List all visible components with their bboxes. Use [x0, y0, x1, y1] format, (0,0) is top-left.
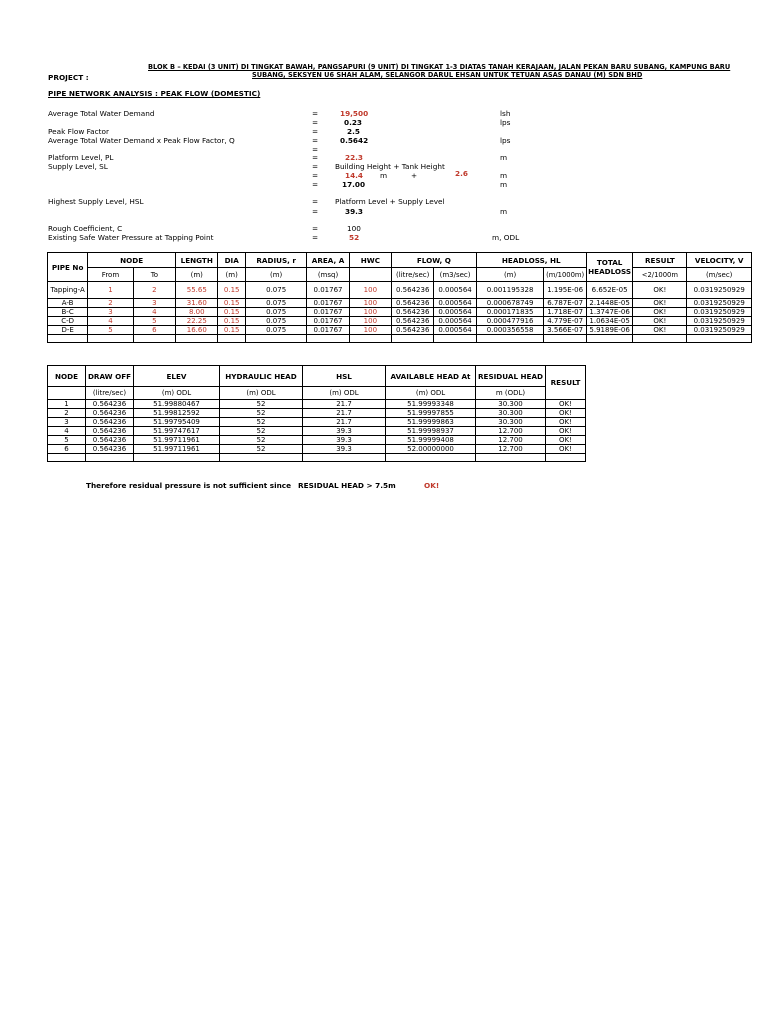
residual-head: 12.700 — [476, 436, 546, 445]
q-label: Average Total Water Demand x Peak Flow Factor, Q — [48, 136, 235, 145]
dia-header: DIA — [218, 253, 246, 268]
hydraulic-head: 52 — [220, 427, 303, 436]
table-row — [48, 400, 586, 409]
pipe-dia: 0.15 — [218, 299, 246, 308]
pipe-radius: 0.075 — [245, 282, 306, 299]
pipe-hwc: 100 — [349, 282, 391, 299]
node-id: 5 — [48, 436, 86, 445]
hsl-unit: (m) ODL — [303, 387, 386, 400]
flow-ls: 0.564236 — [392, 299, 434, 308]
pipe-hwc: 100 — [349, 326, 391, 335]
tank-height-unit: m — [500, 171, 508, 180]
node-pressure-table — [47, 365, 586, 462]
elevation: 51.99812592 — [134, 409, 220, 418]
elevation: 51.99711961 — [134, 445, 220, 454]
table-row — [48, 409, 586, 418]
result: OK! — [546, 445, 586, 454]
node-id: 1 — [48, 400, 86, 409]
residual-head-header: RESIDUAL HEAD — [476, 366, 546, 387]
rough-coefficient-label: Rough Coefficient, C — [48, 224, 123, 233]
table-row — [48, 317, 752, 326]
pressure-unit: m, ODL — [492, 233, 520, 242]
hydraulic-head: 52 — [220, 445, 303, 454]
velocity: 0.0319250929 — [687, 282, 752, 299]
supply-total-value: 17.00 — [342, 180, 366, 189]
hsl: 39.3 — [303, 445, 386, 454]
draw-off: 0.564236 — [86, 427, 134, 436]
velocity: 0.0319250929 — [687, 299, 752, 308]
residual-head: 12.700 — [476, 427, 546, 436]
section-title: PIPE NETWORK ANALYSIS : PEAK FLOW (DOMESTIC) — [48, 89, 261, 98]
avg-demand-lps-unit: lps — [500, 118, 511, 127]
headloss-m: 0.000356558 — [476, 326, 544, 335]
project-title-line1: BLOK B – KEDAI (3 UNIT) DI TINGKAT BAWAH, PANGSAPURI (9 UNIT) DI TINGKAT 1-3 DIATAS TANAH KERAJAAN, JALAN PEKAN BARU SUBANG, KAMPUNG BARU — [148, 63, 731, 71]
to-unit: To — [133, 268, 175, 282]
hsl-unit: m — [500, 207, 508, 216]
supply-label: Supply Level, SL — [48, 162, 108, 171]
total-headloss: 5.9189E-06 — [586, 326, 633, 335]
avg-demand-value: 19,500 — [340, 109, 369, 118]
available-head: 52.00000000 — [386, 445, 476, 454]
hydraulic-head: 52 — [220, 409, 303, 418]
available-head-header: AVAILABLE HEAD At — [386, 366, 476, 387]
length-unit: (m) — [176, 268, 218, 282]
node-to: 2 — [133, 282, 175, 299]
draw-off: 0.564236 — [86, 436, 134, 445]
length-header: LENGTH — [176, 253, 218, 268]
draw-off: 0.564236 — [86, 409, 134, 418]
conclusion-condition: RESIDUAL HEAD > 7.5m — [298, 481, 396, 490]
conclusion-text: Therefore residual pressure is not sufficient since — [86, 481, 292, 490]
avg-demand-lps-value: 0.23 — [344, 118, 363, 127]
pipe-radius: 0.075 — [245, 317, 306, 326]
residual-head: 30.300 — [476, 400, 546, 409]
equals-sign: = — [312, 224, 319, 233]
velocity: 0.0319250929 — [687, 326, 752, 335]
plus-sign: + — [411, 171, 418, 180]
node-to: 3 — [133, 299, 175, 308]
result-header: RESULT — [633, 253, 687, 268]
table-row — [48, 308, 752, 317]
pipe-hwc: 100 — [349, 308, 391, 317]
radius-unit: (m) — [245, 268, 306, 282]
headloss-per: 3.566E-07 — [544, 326, 586, 335]
hydraulic-head-header: HYDRAULIC HEAD — [220, 366, 303, 387]
building-height-unit: m — [380, 171, 388, 180]
table-row — [48, 299, 752, 308]
pipe-hwc: 100 — [349, 299, 391, 308]
project-label: PROJECT : — [48, 73, 89, 82]
pipe-id: D-E — [48, 326, 88, 335]
conclusion-result: OK! — [424, 481, 440, 490]
headloss-per: 4.779E-07 — [544, 317, 586, 326]
residual-head: 12.700 — [476, 445, 546, 454]
platform-unit: m — [500, 153, 508, 162]
draw-off-unit: (litre/sec) — [86, 387, 134, 400]
available-head: 51.99999863 — [386, 418, 476, 427]
result: OK! — [546, 400, 586, 409]
pipe-hwc: 100 — [349, 317, 391, 326]
node-from: 2 — [88, 299, 134, 308]
empty-row — [48, 335, 752, 343]
node-to: 5 — [133, 317, 175, 326]
flow-ls: 0.564236 — [392, 308, 434, 317]
equals-sign: = — [312, 171, 319, 180]
pipe-dia: 0.15 — [218, 326, 246, 335]
equals-sign: = — [312, 197, 319, 206]
total-headloss: 1.3747E-06 — [586, 308, 633, 317]
pipe-radius: 0.075 — [245, 299, 306, 308]
hsl: 39.3 — [303, 436, 386, 445]
project-title-line2: SUBANG, SEKSYEN U6 SHAH ALAM, SELANGOR DARUL EHSAN UNTUK TETUAN ASAS DANAU (M) SDN BHD — [252, 71, 643, 79]
hl-per-unit: (m/1000m) — [544, 268, 586, 282]
flow-ls: 0.564236 — [392, 282, 434, 299]
draw-off: 0.564236 — [86, 418, 134, 427]
q-unit: lps — [500, 136, 511, 145]
headloss-header: HEADLOSS, HL — [476, 253, 586, 268]
result: OK! — [546, 436, 586, 445]
residual-head: 30.300 — [476, 418, 546, 427]
empty-row — [48, 454, 586, 462]
flow-ls: 0.564236 — [392, 326, 434, 335]
equals-sign: = — [312, 162, 319, 171]
hydraulic-head: 52 — [220, 418, 303, 427]
flow-ls-unit: (litre/sec) — [392, 268, 434, 282]
pipe-length: 16.60 — [176, 326, 218, 335]
elevation: 51.99795409 — [134, 418, 220, 427]
hsl-formula: Platform Level + Supply Level — [335, 197, 445, 206]
node-id: 2 — [48, 409, 86, 418]
available-unit: (m) ODL — [386, 387, 476, 400]
table-row — [48, 418, 586, 427]
total-headloss-header: TOTAL HEADLOSS — [586, 253, 633, 282]
elev-header: ELEV — [134, 366, 220, 387]
pipe-area: 0.01767 — [307, 308, 349, 317]
avg-demand-unit: lsh — [500, 109, 511, 118]
flow-header: FLOW, Q — [392, 253, 477, 268]
draw-off: 0.564236 — [86, 445, 134, 454]
node-to: 6 — [133, 326, 175, 335]
table-row — [48, 427, 586, 436]
equals-sign: = — [312, 180, 319, 189]
flow-m3-unit: (m3/sec) — [434, 268, 476, 282]
tank-height-value: 2.6 — [455, 169, 468, 178]
headloss-per: 6.787E-07 — [544, 299, 586, 308]
pipe-area: 0.01767 — [307, 317, 349, 326]
pipe-id: Tapping-A — [48, 282, 88, 299]
pipe-length: 8.00 — [176, 308, 218, 317]
node-to: 4 — [133, 308, 175, 317]
pressure-value: 52 — [349, 233, 360, 242]
hydraulic-head: 52 — [220, 436, 303, 445]
result: OK! — [546, 427, 586, 436]
pipe-id: B-C — [48, 308, 88, 317]
platform-value: 22.3 — [345, 153, 364, 162]
table-row — [48, 445, 586, 454]
equals-sign: = — [312, 233, 319, 242]
peak-factor-label: Peak Flow Factor — [48, 127, 109, 136]
pipe-radius: 0.075 — [245, 326, 306, 335]
node-from: 4 — [88, 317, 134, 326]
pipe-area: 0.01767 — [307, 326, 349, 335]
node-from: 3 — [88, 308, 134, 317]
rough-coefficient-value: 100 — [347, 224, 361, 233]
equals-sign: = — [312, 109, 319, 118]
flow-m3: 0.000564 — [434, 317, 476, 326]
velocity-unit: (m/sec) — [687, 268, 752, 282]
available-head: 51.99999408 — [386, 436, 476, 445]
pipe-dia: 0.15 — [218, 308, 246, 317]
node-id: 3 — [48, 418, 86, 427]
hydraulic-head: 52 — [220, 400, 303, 409]
flow-m3: 0.000564 — [434, 326, 476, 335]
total-headloss: 6.652E-05 — [586, 282, 633, 299]
pipe-id: A-B — [48, 299, 88, 308]
from-unit: From — [88, 268, 134, 282]
headloss-m: 0.001195328 — [476, 282, 544, 299]
building-height-value: 14.4 — [345, 171, 364, 180]
hsl: 21.7 — [303, 409, 386, 418]
residual-head: 30.300 — [476, 409, 546, 418]
node-header: NODE — [48, 366, 86, 387]
velocity-header: VELOCITY, V — [687, 253, 752, 268]
result: OK! — [633, 299, 687, 308]
pipe-area: 0.01767 — [307, 282, 349, 299]
node-from: 1 — [88, 282, 134, 299]
residual-unit: m (ODL) — [476, 387, 546, 400]
pipe-dia: 0.15 — [218, 282, 246, 299]
headloss-per: 1.195E-06 — [544, 282, 586, 299]
result: OK! — [633, 326, 687, 335]
velocity: 0.0319250929 — [687, 308, 752, 317]
pipe-area: 0.01767 — [307, 299, 349, 308]
node-from: 5 — [88, 326, 134, 335]
table-row — [48, 436, 586, 445]
headloss-m: 0.000477916 — [476, 317, 544, 326]
equals-sign: = — [312, 153, 319, 162]
available-head: 51.99998937 — [386, 427, 476, 436]
hsl-label: Highest Supply Level, HSL — [48, 197, 144, 206]
supply-formula: Building Height + Tank Height — [335, 162, 445, 171]
flow-m3: 0.000564 — [434, 299, 476, 308]
hwc-unit — [349, 268, 391, 282]
hsl: 21.7 — [303, 418, 386, 427]
equals-sign: = — [312, 136, 319, 145]
available-head: 51.99997855 — [386, 409, 476, 418]
q-value: 0.5642 — [340, 136, 369, 145]
elevation: 51.99711961 — [134, 436, 220, 445]
pipe-length: 55.65 — [176, 282, 218, 299]
area-unit: (msq) — [307, 268, 349, 282]
hl-m-unit: (m) — [476, 268, 544, 282]
result-header: RESULT — [546, 366, 586, 400]
equals-sign: = — [312, 118, 319, 127]
headloss-m: 0.000171835 — [476, 308, 544, 317]
hsl: 39.3 — [303, 427, 386, 436]
headloss-m: 0.000678749 — [476, 299, 544, 308]
pressure-label: Existing Safe Water Pressure at Tapping Point — [48, 233, 214, 242]
hsl-header: HSL — [303, 366, 386, 387]
draw-off: 0.564236 — [86, 400, 134, 409]
table-row — [48, 282, 752, 299]
pipe-no-header: PIPE No — [48, 253, 88, 282]
node-id: 4 — [48, 427, 86, 436]
velocity: 0.0319250929 — [687, 317, 752, 326]
peak-factor-value: 2.5 — [347, 127, 360, 136]
available-head: 51.99993348 — [386, 400, 476, 409]
node-id: 6 — [48, 445, 86, 454]
hsl-value: 39.3 — [345, 207, 364, 216]
elevation: 51.99880467 — [134, 400, 220, 409]
equals-sign: = — [312, 145, 319, 154]
hsl: 21.7 — [303, 400, 386, 409]
dia-unit: (m) — [218, 268, 246, 282]
flow-ls: 0.564236 — [392, 317, 434, 326]
table-row — [48, 326, 752, 335]
platform-label: Platform Level, PL — [48, 153, 114, 162]
hwc-header: HWC — [349, 253, 391, 268]
flow-m3: 0.000564 — [434, 282, 476, 299]
total-headloss: 2.1448E-05 — [586, 299, 633, 308]
result: OK! — [633, 308, 687, 317]
radius-header: RADIUS, r — [245, 253, 306, 268]
elevation: 51.99747617 — [134, 427, 220, 436]
elev-unit: (m) ODL — [134, 387, 220, 400]
result: OK! — [633, 317, 687, 326]
equals-sign: = — [312, 127, 319, 136]
equals-sign: = — [312, 207, 319, 216]
pipe-dia: 0.15 — [218, 317, 246, 326]
supply-total-unit: m — [500, 180, 508, 189]
node-header: NODE — [88, 253, 176, 268]
draw-off-header: DRAW OFF — [86, 366, 134, 387]
pipe-length: 22.25 — [176, 317, 218, 326]
pipe-length: 31.60 — [176, 299, 218, 308]
pipe-network-table — [47, 252, 752, 343]
hydraulic-unit: (m) ODL — [220, 387, 303, 400]
flow-m3: 0.000564 — [434, 308, 476, 317]
result-unit: <2/1000m — [633, 268, 687, 282]
area-header: AREA, A — [307, 253, 349, 268]
headloss-per: 1.718E-07 — [544, 308, 586, 317]
result: OK! — [546, 418, 586, 427]
total-headloss: 1.0634E-05 — [586, 317, 633, 326]
pipe-id: C-D — [48, 317, 88, 326]
result: OK! — [546, 409, 586, 418]
result: OK! — [633, 282, 687, 299]
avg-demand-label: Average Total Water Demand — [48, 109, 155, 118]
pipe-radius: 0.075 — [245, 308, 306, 317]
